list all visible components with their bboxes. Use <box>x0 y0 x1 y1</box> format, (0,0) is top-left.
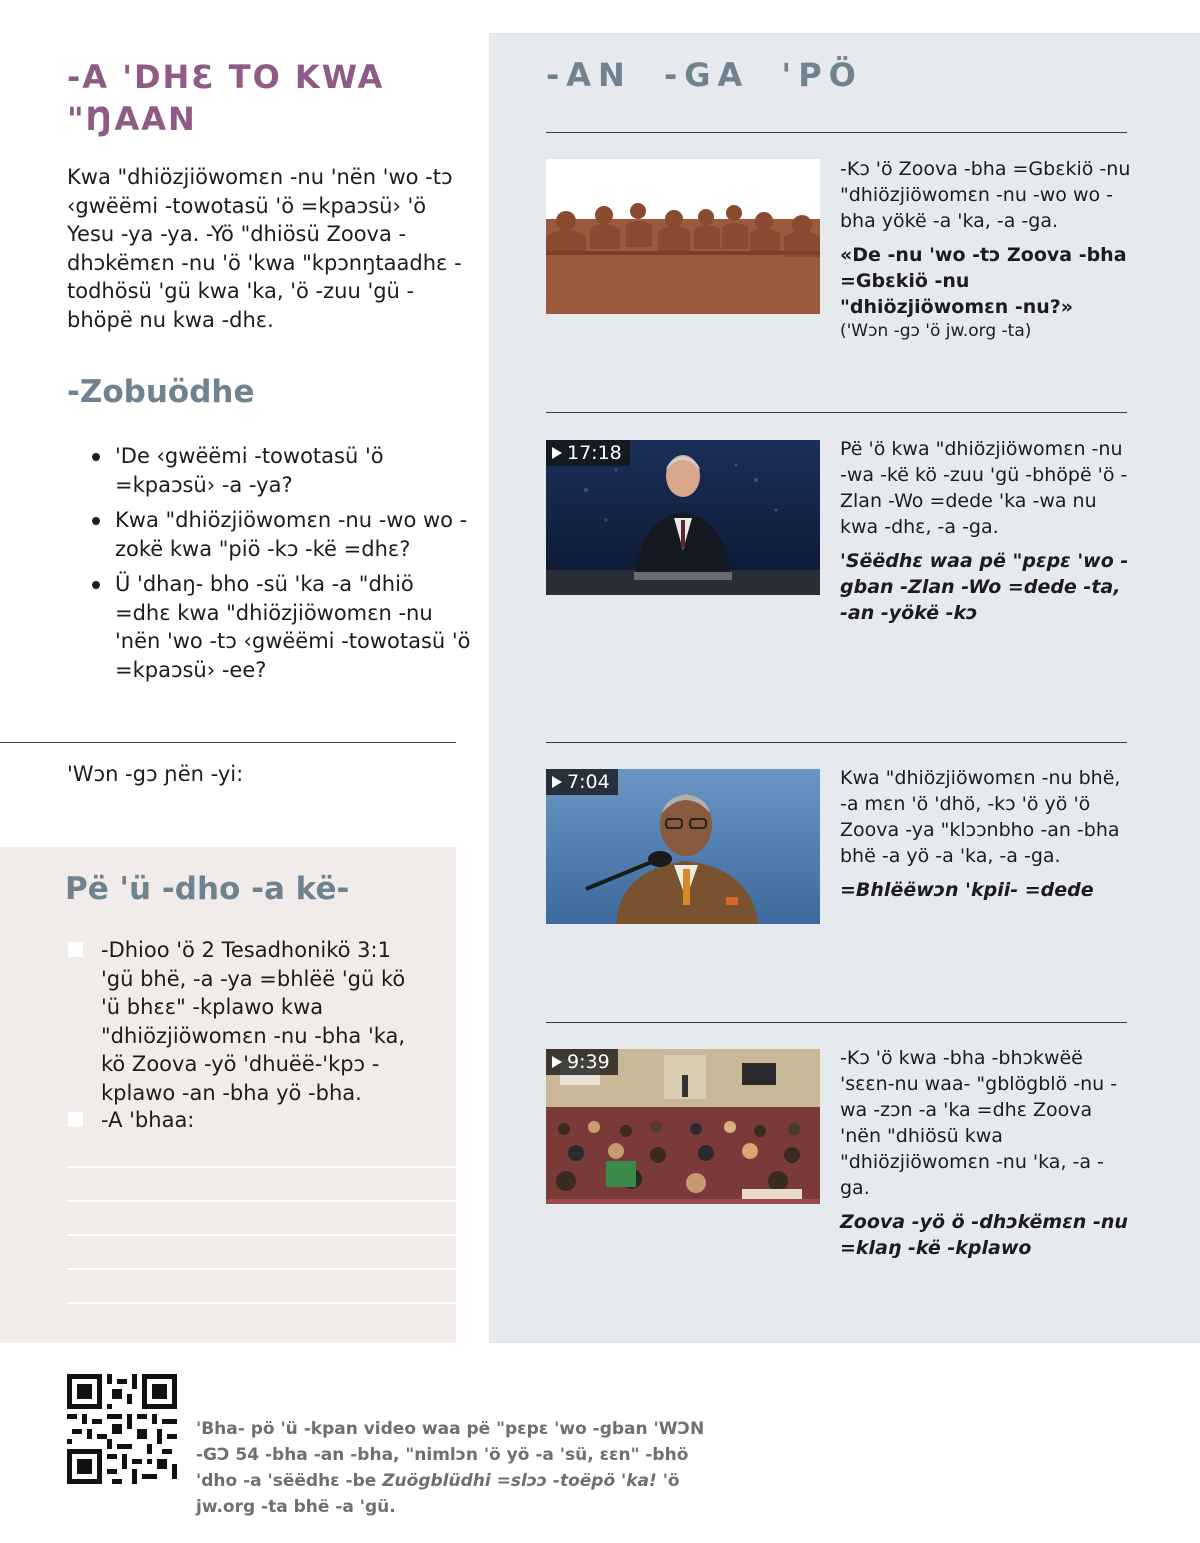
duration-badge <box>546 1049 618 1075</box>
duration-text: 17:18 <box>567 442 622 464</box>
question-item <box>92 442 472 499</box>
divider <box>0 742 456 743</box>
video-description <box>840 156 1132 342</box>
see-also-label: 'Wɔn -gɔ ɲën -yi: <box>67 762 244 786</box>
write-line[interactable] <box>67 1302 456 1304</box>
description-text: -Kɔ 'ö Zoova -bha =Gbɛkiö -nu "dhiözjiöwomɛn -nu -wo wo -bha yökë -a 'ka, -a -ga. <box>840 158 1131 232</box>
question-item <box>92 506 472 563</box>
divider <box>546 132 1127 133</box>
video-description <box>840 436 1132 626</box>
question-text: Ü 'dhaŋ- bho -sü 'ka -a "dhiö =dhɛ kwa "dhiözjiöwomɛn -nu 'nën 'wo -tɔ ‹gwëëmi -towotasü 'ö =kpaɔsü› -ee? <box>115 572 471 682</box>
bullet-icon <box>92 517 100 525</box>
review-heading: -Zobuödhe <box>67 374 255 410</box>
todo-item <box>68 1106 428 1135</box>
title-line-1: -A 'DHƐ TO KWA <box>67 58 385 96</box>
play-icon <box>552 776 562 788</box>
question-text: Kwa "dhiözjiöwomɛn -nu -wo wo -zokë kwa "piö -kɔ -kë =dhɛ? <box>115 508 468 561</box>
divider <box>546 412 1127 413</box>
source-note: ('Wɔn -gɔ 'ö jw.org -ta) <box>840 321 1032 341</box>
video-title-link[interactable]: Zoova -yö ö -dhɔkëmɛn -nu =klaŋ -kë -kplawo <box>840 1211 1128 1259</box>
governing-body-image <box>546 159 820 314</box>
title-line-2: "ŊAAN <box>67 100 197 138</box>
bullet-icon <box>92 581 100 589</box>
panel-title: -AN -GA 'PÖ <box>546 56 863 94</box>
question-item <box>92 570 472 684</box>
divider <box>546 1022 1127 1023</box>
divider <box>546 742 1127 743</box>
intro-paragraph: Kwa "dhiözjiöwomɛn -nu 'nën 'wo -tɔ ‹gwëëmi -towotasü 'ö =kpaɔsü› 'ö Yesu -ya -ya. -Yö "dhiösü Zoova -dhɔkëmɛn -nu 'ö 'kwa "kpɔnŋtaadhɛ -todhösü 'gü kwa 'ka, 'ö -zuu 'gü -bhöpë nu kwa -dhɛ. <box>67 165 462 332</box>
write-line[interactable] <box>67 1200 456 1202</box>
checkbox[interactable] <box>68 942 83 957</box>
video-thumbnail[interactable] <box>546 769 820 924</box>
video-title-link[interactable]: 'Sëëdhɛ waa pë "pɛpɛ 'wo -gban -Zlan -Wo =dede -ta, -an -yökë -kɔ <box>840 550 1129 624</box>
review-questions <box>92 442 472 691</box>
video-thumbnail[interactable] <box>546 1049 820 1204</box>
article-title-link[interactable]: «De -nu 'wo -tɔ Zoova -bha =Gbɛkiö -nu "dhiözjiöwomɛn -nu?» <box>840 244 1127 318</box>
duration-text: 9:39 <box>567 1051 610 1073</box>
bullet-icon <box>92 453 100 461</box>
footer-text-2: 'ö jw.org -ta bhë -a 'gü. <box>196 1471 680 1517</box>
footer-text-1: 'Bha- pö 'ü -kpan video waa pë "pɛpɛ 'wo -gban 'WƆN -GƆ 54 -bha -an -bha, "nimlɔn 'ö yö -a 'sü, ɛɛn" -bhö 'dho -a 'sëëdhɛ -be <box>196 1419 705 1491</box>
description-text: -Kɔ 'ö kwa -bha -bhɔkwëë 'sɛɛn-nu waa- "gblögblö -nu -wa -zɔn -a 'ka =dhɛ Zoova 'nën "dhiösü kwa "dhiözjiöwomɛn -nu 'ka, -a -ga. <box>840 1047 1118 1199</box>
todo-item <box>68 936 428 1107</box>
duration-badge <box>546 440 630 466</box>
page-title <box>67 56 467 140</box>
video-description <box>840 1045 1132 1261</box>
description-text: Kwa "dhiözjiöwomɛn -nu bhë, -a mɛn 'ö 'dhö, -kɔ 'ö yö 'ö Zoova -ya "klɔɔnbho -an -bha bhë -a yö -a 'ka, -a -ga. <box>840 767 1121 867</box>
qr-code-icon <box>67 1374 177 1484</box>
footer-song-title: Zuögblüdhi =slɔɔ -toëpö 'ka! <box>382 1471 657 1491</box>
description-text: Pë 'ö kwa "dhiözjiöwomɛn -nu -wa -kë kö -zuu 'gü -bhöpë 'ö -Zlan -Wo =dede 'ka -wa nu kwa -dhɛ, -a -ga. <box>840 438 1128 538</box>
article-thumbnail[interactable] <box>546 159 820 314</box>
todo-heading: Pë 'ü -dho -a kë- <box>65 871 350 907</box>
checkbox[interactable] <box>68 1112 83 1127</box>
footer-note <box>196 1416 716 1520</box>
write-line[interactable] <box>67 1234 456 1236</box>
play-icon <box>552 1056 562 1068</box>
video-title-link[interactable]: =Bhlëëwɔn 'kpii- =dede <box>840 879 1094 901</box>
todo-text: -Dhioo 'ö 2 Tesadhonikö 3:1 'gü bhë, -a -ya =bhlëë 'gü kö 'ü bhɛɛ" -kplawo kwa "dhiözjiöwomɛn -nu -bha 'ka, kö Zoova -yö 'dhuëë-'kpɔ -kplawo -an -bha yö -bha. <box>101 938 406 1105</box>
play-icon <box>552 447 562 459</box>
video-description <box>840 765 1132 903</box>
question-text: 'De ‹gwëëmi -towotasü 'ö =kpaɔsü› -a -ya? <box>115 444 384 497</box>
write-line[interactable] <box>67 1166 456 1168</box>
duration-text: 7:04 <box>567 771 610 793</box>
todo-text: -A 'bhaa: <box>101 1108 195 1132</box>
todo-box <box>0 847 456 1343</box>
video-thumbnail[interactable] <box>546 440 820 595</box>
qr-code[interactable] <box>67 1374 177 1484</box>
duration-badge <box>546 769 618 795</box>
write-line[interactable] <box>67 1268 456 1270</box>
